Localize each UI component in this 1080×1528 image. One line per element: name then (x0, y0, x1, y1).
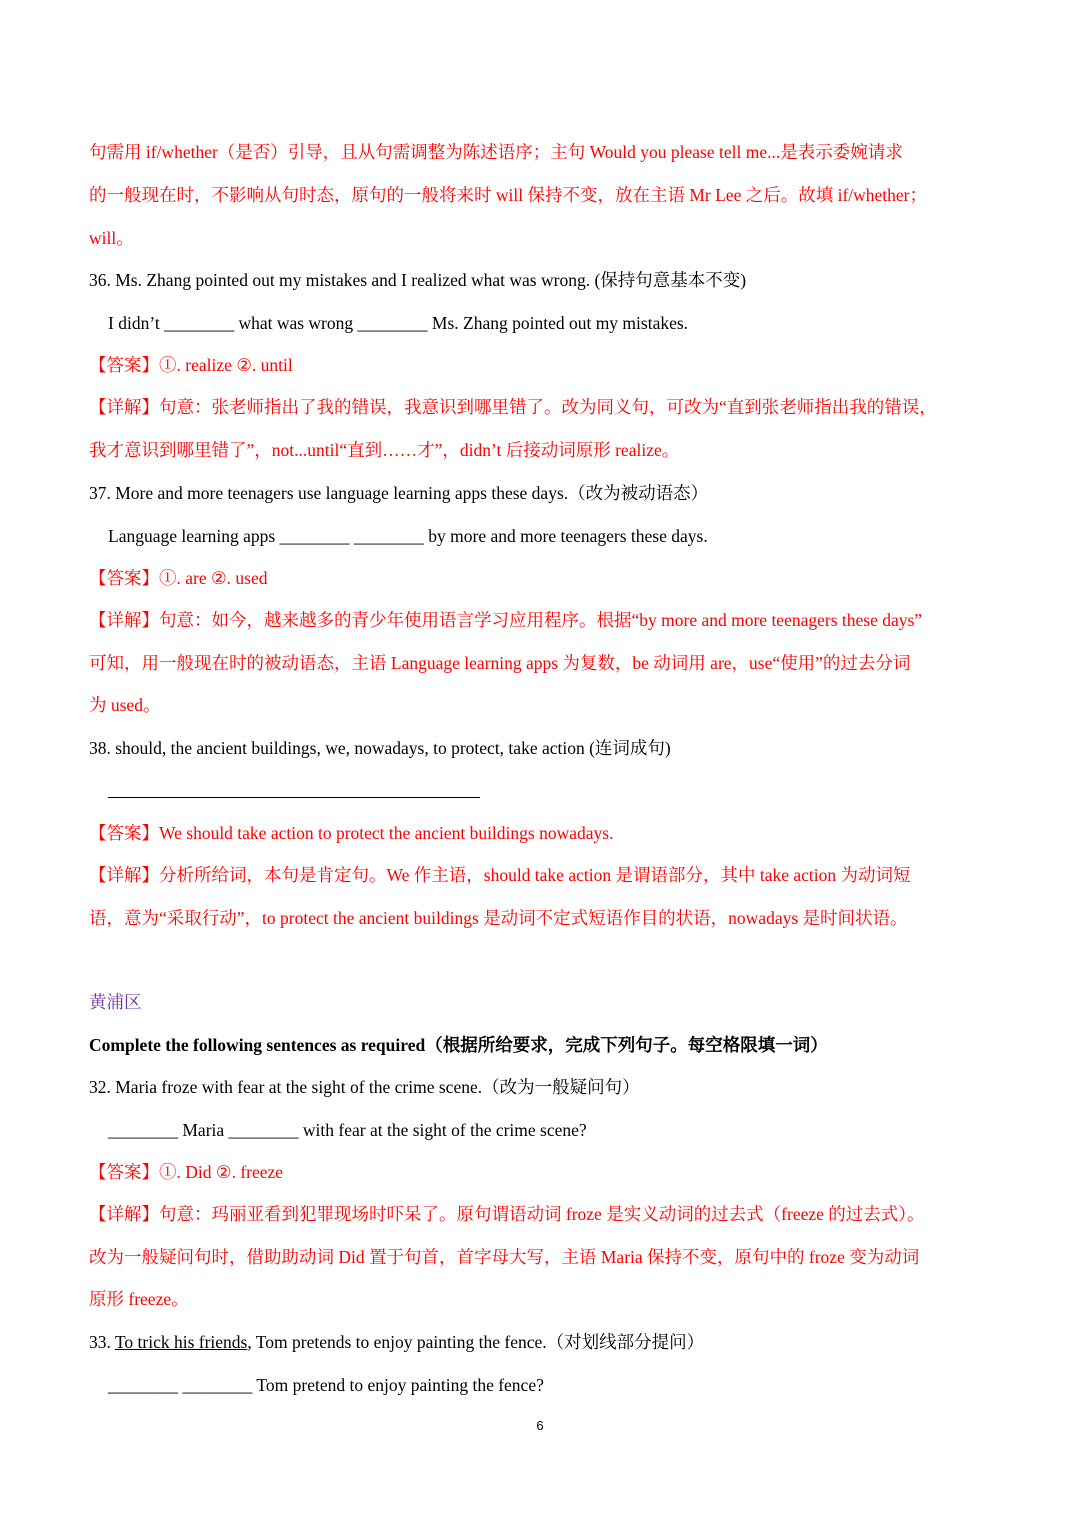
district-heading: 黄浦区 (89, 992, 142, 1012)
question-33-underlined: To trick his friends (114, 1332, 248, 1352)
question-37-blanks: Language learning apps ________ ________ by more and more teenagers these days. (108, 526, 708, 546)
explanation-36-line-1: 【详解】句意：张老师指出了我的错误，我意识到哪里错了。改为同义句，可改为“直到张老师指出我的错误， (89, 397, 937, 417)
answer-37: 【答案】①. are ②. used (89, 568, 268, 588)
question-36-blanks: I didn’t ________ what was wrong ________ Ms. Zhang pointed out my mistakes. (108, 313, 689, 333)
explanation-37-line-2: 可知，用一般现在时的被动语态，主语 Language learning apps 为复数，be 动词用 are，use“使用”的过去分词 (89, 653, 911, 673)
question-33-rest: , Tom pretends to enjoy painting the fence.（对划线部分提问） (247, 1332, 705, 1352)
answer-32: 【答案】①. Did ②. freeze (89, 1162, 284, 1182)
question-37: 37. More and more teenagers use language learning apps these days.（改为被动语态） (89, 483, 709, 503)
answer-blank-line (108, 797, 480, 798)
section-instruction: Complete the following sentences as required（根据所给要求，完成下列句子。每空格限填一词） (89, 1035, 828, 1055)
question-32-blanks: ________ Maria ________ with fear at the sight of the crime scene? (108, 1120, 587, 1140)
explanation-38-line-1: 【详解】分析所给词，本句是肯定句。We 作主语，should take action 是谓语部分，其中 take action 为动词短 (89, 865, 911, 885)
question-33 (89, 1330, 704, 1354)
question-33-number: 33. (89, 1332, 115, 1352)
explanation-32-line-2: 改为一般疑问句时，借助助动词 Did 置于句首，首字母大写，主语 Maria 保持不变，原句中的 froze 变为动词 (89, 1247, 920, 1267)
explanation-37-line-3: 为 used。 (89, 695, 161, 715)
page-number: 6 (536, 1418, 544, 1433)
answer-36: 【答案】①. realize ②. until (89, 355, 293, 375)
explanation-line: 的一般现在时，不影响从句时态，原句的一般将来时 will 保持不变，放在主语 Mr Lee 之后。故填 if/whether； (89, 185, 927, 205)
explanation-38-line-2: 语，意为“采取行动”，to protect the ancient buildings 是动词不定式短语作目的状语，nowadays 是时间状语。 (89, 908, 908, 928)
question-33-blanks: ________ ________ Tom pretend to enjoy painting the fence? (108, 1375, 544, 1395)
explanation-line: 句需用 if/whether（是否）引导，且从句需调整为陈述语序；主句 Would you please tell me...是表示委婉请求 (89, 142, 903, 162)
question-32: 32. Maria froze with fear at the sight of the crime scene.（改为一般疑问句） (89, 1077, 640, 1097)
explanation-36-line-2: 我才意识到哪里错了”，not...until“直到……才”，didn’t 后接动词原形 realize。 (89, 440, 680, 460)
explanation-32-line-1: 【详解】句意：玛丽亚看到犯罪现场时吓呆了。原句谓语动词 froze 是实义动词的过去式（freeze 的过去式）。 (89, 1204, 925, 1224)
question-36: 36. Ms. Zhang pointed out my mistakes and I realized what was wrong. (保持句意基本不变) (89, 270, 747, 290)
explanation-37-line-1: 【详解】句意：如今，越来越多的青少年使用语言学习应用程序。根据“by more and more teenagers these days” (89, 610, 923, 630)
answer-38: 【答案】We should take action to protect the ancient buildings nowadays. (89, 823, 614, 843)
question-38: 38. should, the ancient buildings, we, nowadays, to protect, take action (连词成句) (89, 738, 671, 758)
explanation-line: will。 (89, 228, 134, 248)
explanation-32-line-3: 原形 freeze。 (89, 1289, 189, 1309)
